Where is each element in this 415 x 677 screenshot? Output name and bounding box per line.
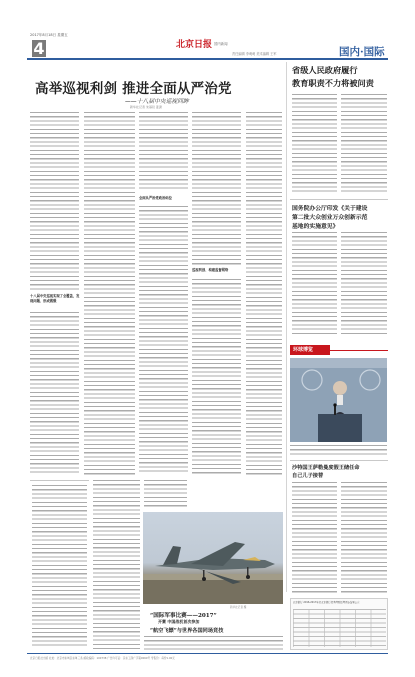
photo-credit: 新华社记者 摄 (230, 606, 247, 609)
ad-strip-table (293, 609, 386, 647)
lead-subheadline: ——十八届中央巡视回眸 (125, 99, 189, 105)
ad-strip (290, 598, 388, 650)
column-divider (286, 62, 287, 592)
right-divider-2 (290, 460, 388, 461)
right-middle-headline-1: 国务院办公厅印发《关于建设 (292, 206, 368, 212)
lead-headline: 高举巡视利剑 推进全面从严治党 (35, 81, 232, 97)
lead-column-5 (246, 112, 282, 475)
page-header (0, 0, 415, 74)
commentary-box (30, 480, 89, 650)
press-caption (290, 445, 387, 457)
right-top-col-1 (292, 94, 337, 194)
lead-sub-heading-1: 全面从严治党政治站位 (139, 196, 172, 200)
right-middle-headline-3: 基地的实施意见》 (292, 224, 339, 230)
world-focus-label: 环球博览 (293, 347, 314, 353)
page-number: 4 (33, 39, 45, 58)
press-photo (290, 358, 387, 442)
lead-inset-heading: 十八届中央巡视实现了全覆盖，发现问题、形成震慑 (30, 294, 80, 303)
right-bottom-headline-2: 自己儿子接替 (292, 473, 324, 479)
lead-column-4b (192, 279, 241, 475)
jet-icon (143, 512, 283, 604)
lead-column-1 (30, 112, 79, 292)
lead-column-2 (84, 112, 135, 475)
header-rule (27, 58, 388, 60)
edit-line: 责任编辑 李萌萌 美术编辑 王军 (232, 52, 277, 56)
right-top-col-2 (341, 94, 387, 194)
fighter-jet-photo (143, 512, 283, 604)
commentary-text (32, 485, 87, 647)
defense-text (144, 636, 283, 650)
right-middle-col-1 (292, 232, 337, 337)
lower-column-3 (144, 480, 187, 508)
right-bottom-col-2 (341, 482, 387, 594)
lead-column-3b (139, 206, 188, 475)
right-middle-headline-2: 第二批大众创业万众创新示范 (292, 215, 368, 221)
lead-column-1b (30, 312, 79, 475)
defense-headline-3: “航空飞镖”与世界各国同场竞技 (150, 628, 224, 634)
right-divider-1 (290, 199, 388, 200)
world-focus-tag (290, 345, 330, 355)
world-focus-rule (330, 350, 388, 351)
defense-headline-1: “国际军事比赛——2017” (150, 613, 217, 619)
right-bottom-headline-1: 沙特国王萨勒曼度假王储任命 (292, 465, 360, 471)
section-title: 国内·国际 (339, 46, 385, 58)
ad-strip-title: 北京银行·2016-2017年度北京银行优秀理财经理评选结果公示 (293, 601, 360, 604)
lead-byline: 新华社记者 朱基钗 姜潇 (130, 105, 162, 109)
press-conference-icon (290, 358, 387, 442)
right-top-headline-1: 省级人民政府履行 (292, 65, 358, 75)
header-date: 2017年8月18日 星期五 (30, 33, 68, 37)
right-bottom-col-1 (292, 482, 337, 594)
lead-column-3 (139, 112, 188, 192)
section-code: 国内新闻 (214, 42, 228, 46)
footer-rule (27, 653, 388, 654)
lead-column-4 (192, 112, 241, 266)
lower-column-2 (93, 480, 140, 650)
footer-text: 北京日报社出版 社址：北京市东城区东单三条 邮政编码：100738 广告许可证：京东工商广字第0069号 零售价：每份1.00元 (30, 657, 175, 660)
lead-sub-heading-2: 巡视利剑、构建监督网络 (192, 268, 229, 272)
masthead-logo: 北京日报 (176, 40, 213, 50)
right-middle-col-2 (341, 232, 387, 337)
right-top-headline-2: 教育职责不力将被问责 (292, 78, 374, 88)
defense-headline-2: 开赛 中国战机首次参加 (158, 619, 200, 624)
